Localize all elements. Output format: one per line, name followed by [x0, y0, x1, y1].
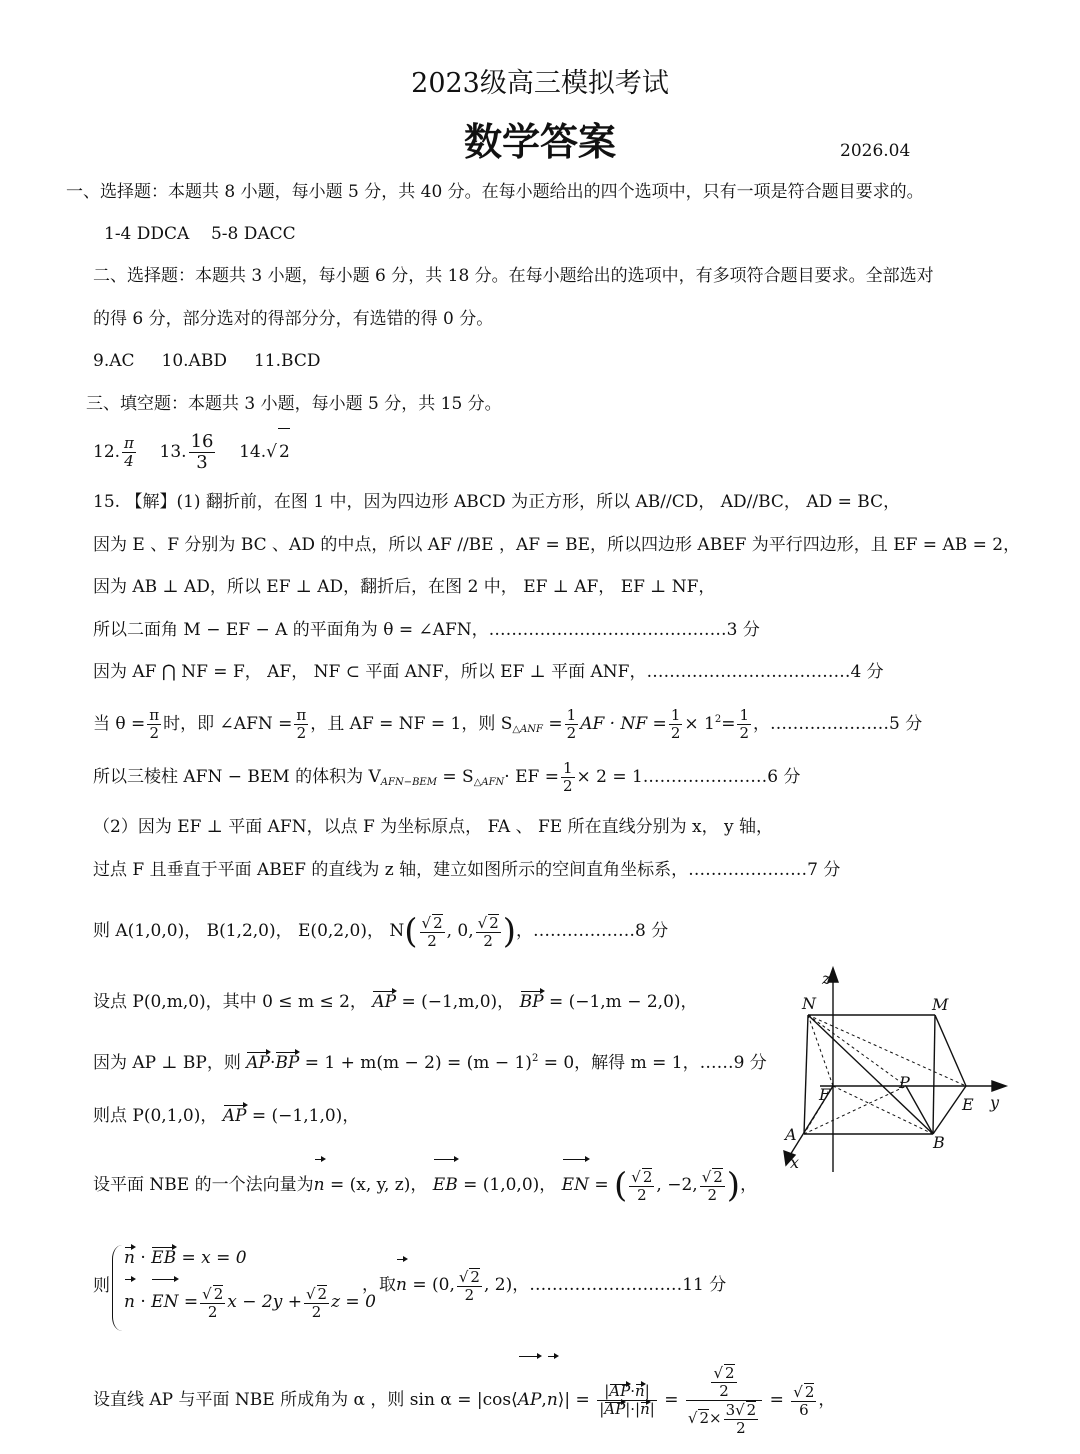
- q13-answer: $\frac{16}{3}$: [190, 431, 214, 473]
- edge-NP: [808, 1015, 906, 1086]
- q15-line2: 因为 E 、F 分别为 BC 、AD 的中点，所以 AF //BE ，AF = BE，所以四边形 ABEF 为平行四边形，且 EF = AB = 2，: [93, 535, 1021, 555]
- system-prefix: 则: [93, 1276, 110, 1296]
- label-z: z: [822, 969, 831, 988]
- q14-answer: 2: [278, 428, 290, 475]
- label-M: M: [932, 995, 949, 1014]
- q13-label: 13.: [159, 442, 187, 462]
- system-brace: [112, 1245, 123, 1331]
- edge-NF: [808, 1015, 833, 1086]
- q14-label: 14.: [239, 442, 267, 462]
- section2-heading-line1: 二、选择题：本题共 3 小题，每小题 6 分，共 18 分。在每小题给出的选项中，有多项符合题目要求。全部选对: [93, 266, 934, 286]
- edge-FB: [833, 1086, 933, 1134]
- section3-heading: 三、填空题：本题共 3 小题，每小题 5 分，共 15 分。: [86, 394, 502, 414]
- q15-line10: 则 A(1,0,0)， B(1,2,0)， E(0,2,0)， N( $\frac{√ 2}{2}$ , 0, $\frac{√ 2}{2}$ )，………………8 分: [93, 911, 669, 952]
- label-F: F: [819, 1085, 831, 1104]
- edge-NA: [804, 1015, 808, 1134]
- q15-line11: 设点 P(0,m,0)，其中 0 ≤ m ≤ 2， AP = (−1,m,0)， BP = (−1,m − 2,0)，: [93, 992, 698, 1012]
- label-x: x: [790, 1153, 800, 1172]
- label-P: P: [899, 1073, 910, 1092]
- label-y: y: [990, 1093, 1000, 1112]
- exam-title: 2023级高三模拟考试: [411, 68, 669, 99]
- section1-heading: 一、选择题：本题共 8 小题，每小题 5 分，共 40 分。在每小题给出的四个选项中，只有一项是符合题目要求的。: [66, 182, 924, 202]
- normal-vector-choice: ，取n = (0, $\frac{√ 2}{2}$ , 2)，………………………11 分: [362, 1258, 726, 1312]
- q15-line9: 过点 F 且垂直于平面 ABEF 的直线为 z 轴，建立如图所示的空间直角坐标系，…………………7 分: [93, 860, 841, 880]
- q15-line1: 15. 【解】(1) 翻折前，在图 1 中，因为四边形 ABCD 为正方形，所以 AB//CD， AD//BC， AD = BC，: [93, 492, 901, 512]
- sin-fraction-1: $\frac{|AP\cdot n|}{|AP|\cdot|n|}$: [599, 1382, 655, 1418]
- edge-ME: [935, 1015, 966, 1086]
- section3-answers: 12. $\frac{\pi}{4}$ 13. $\frac{16}{3}$ 14.√ 2: [93, 428, 290, 475]
- q12-answer: $\frac{\pi}{4}$: [124, 434, 134, 470]
- section1-answers: 1-4 DDCA 5-8 DACC: [104, 224, 296, 244]
- edge-BP: [906, 1086, 933, 1134]
- section2-heading-line2: 的得 6 分，部分选对的得部分分，有选错的得 0 分。: [93, 309, 494, 329]
- system-row2: n · EN = $\frac{√ 2}{2}$ x − 2y + $\frac{√ 2}{2}$ z = 0: [124, 1278, 376, 1326]
- q15-line3: 因为 AB ⊥ AD，所以 EF ⊥ AD，翻折后，在图 2 中， EF ⊥ AF， EF ⊥ NF，: [93, 577, 716, 597]
- q15-line6: 当 θ = $\frac{\pi}{2}$ 时，即 ∠AFN = $\frac{\pi}{2}$ ，且 AF = NF = 1，则 $S_{\triangle ANF}$ = $\frac{1}{2}$ AF · NF = $\frac{1}{2}$ × $1^2=$ $\frac{1}{2}$ ，…………………5 分: [93, 706, 923, 742]
- q15-line7: 所以三棱柱 AFN − BEM 的体积为 $V_{AFN-BEM} = S_{\triangle AFN}\cdot$ EF = $\frac{1}{2}$ × 2 = 1.…………………6 分: [93, 759, 801, 795]
- page-title: 数学答案: [463, 120, 616, 164]
- q15-line14: 设平面 NBE 的一个法向量为n = (x, y, z)， EB = (1,0,0)， EN = ( $\frac{√ 2}{2}$ , −2, $\frac{√ 2}{2}$ )，: [93, 1158, 757, 1213]
- q15-line16: 设直线 AP 与平面 NBE 所成角为 α ，则 sin α = |cos⟨AP,n⟩| = $\frac{|AP\cdot n|}{|AP|\cdot|n|}$ = $\frac{√ 2}{2}$ √ 2× $\frac{3√ 2}{2}$ = $\frac{√ 2}{6}$ ，: [93, 1355, 835, 1445]
- y-axis-arrow: [992, 1081, 1006, 1091]
- system-row1: n · EB = x = 0: [124, 1248, 247, 1268]
- q12-label: 12.: [93, 442, 121, 462]
- label-B: B: [933, 1133, 945, 1152]
- label-E: E: [962, 1095, 974, 1114]
- exam-date: 2026.04: [840, 141, 911, 161]
- q15-line13: 则点 P(0,1,0)， AP = (−1,1,0)，: [93, 1106, 360, 1126]
- edge-MB: [933, 1015, 935, 1134]
- label-A: A: [785, 1125, 797, 1144]
- q15-line5: 因为 AF ⋂ NF = F， AF， NF ⊂ 平面 ANF，所以 EF ⊥ 平面 ANF，………………………………4 分: [93, 662, 884, 682]
- q15-line8: （2）因为 EF ⊥ 平面 AFN，以点 F 为坐标原点， FA 、 FE 所在直线分别为 x， y 轴，: [93, 817, 773, 837]
- q15-line12: 因为 AP ⊥ BP，则 $AP\cdot BP = 1 + m(m - 2) = (m - 1)^2 = 0$，解得 m = 1，……9 分: [93, 1053, 767, 1073]
- q15-line4: 所以二面角 M − EF − A 的平面角为 θ = ∠AFN，……………………………………3 分: [93, 620, 760, 640]
- edge-NE: [808, 1015, 966, 1086]
- section2-answers: 9.AC 10.ABD 11.BCD: [93, 351, 321, 371]
- sin-fraction-2: $\frac{√ 2}{2}$ √ 2× $\frac{3√ 2}{2}$: [686, 1364, 762, 1437]
- label-N: N: [802, 994, 816, 1013]
- edge-NB: [808, 1015, 933, 1134]
- prism-figure: [770, 962, 1020, 1177]
